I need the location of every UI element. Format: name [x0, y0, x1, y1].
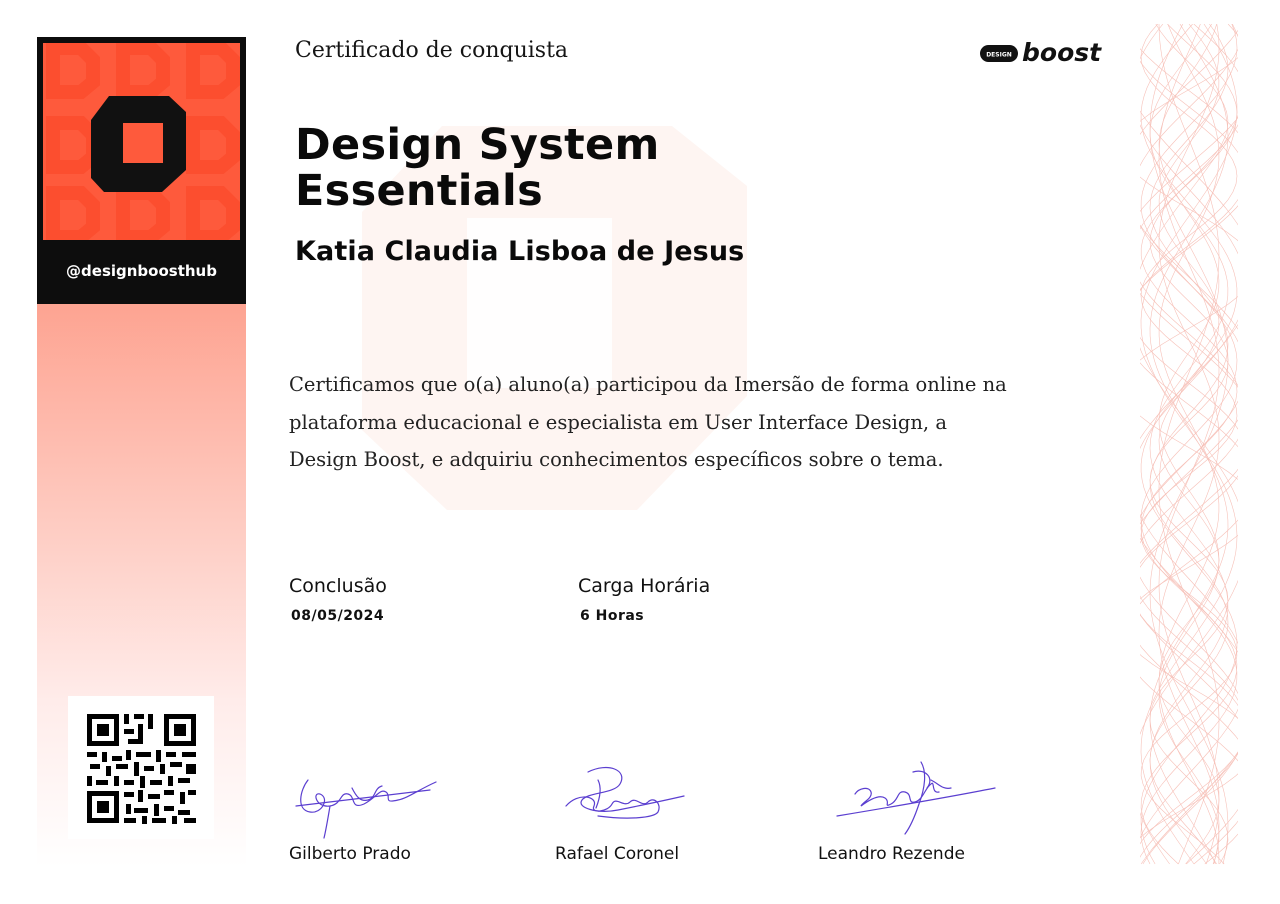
social-handle: @designboosthub	[66, 262, 217, 280]
guilloche-line	[1159, 24, 1219, 864]
signature-leandro-rezende	[835, 758, 1000, 836]
design-boost-logo	[980, 38, 1112, 68]
design-boost-logo-icon	[980, 38, 1112, 68]
signature-gilberto-prado	[290, 770, 440, 842]
guilloche-line	[1150, 24, 1228, 864]
statement-line: Design Boost, e adquiriu conhecimentos específicos sobre o tema.	[289, 448, 944, 471]
guilloche-line	[1159, 24, 1219, 864]
guilloche-line	[1159, 24, 1219, 864]
certificate-statement	[289, 366, 1089, 479]
conclusion-label: Conclusão	[289, 575, 387, 597]
badge-box	[37, 37, 246, 304]
course-title	[295, 122, 715, 214]
workload-value: 6 Horas	[580, 608, 645, 624]
student-name: Katia Claudia Lisboa de Jesus	[295, 236, 745, 267]
signer-name: Gilberto Prado	[289, 844, 411, 864]
course-title-line1: Design System	[295, 120, 660, 170]
design-boost-emblem-icon	[43, 43, 240, 240]
certificate-heading: Certificado de conquista	[295, 38, 569, 63]
workload-label: Carga Horária	[578, 575, 711, 597]
badge-artwork	[43, 43, 240, 240]
conclusion-date: 08/05/2024	[291, 608, 385, 624]
logo-small-text: DESIGN	[986, 51, 1012, 59]
signer-name: Rafael Coronel	[555, 844, 680, 864]
guilloche-line	[1150, 24, 1228, 864]
guilloche-line	[1159, 24, 1219, 864]
left-sidebar-panel	[37, 37, 246, 867]
statement-line: plataforma educacional e especialista em User Interface Design, a	[289, 410, 947, 434]
signature-rafael-coronel	[558, 762, 688, 824]
guilloche-line	[1150, 24, 1228, 864]
qr-code[interactable]	[68, 696, 214, 839]
guilloche-line	[1159, 24, 1219, 864]
guilloche-line	[1159, 24, 1219, 864]
decorative-guilloche-border	[1140, 24, 1238, 869]
qr-code-icon	[68, 696, 214, 839]
guilloche-line	[1150, 24, 1228, 864]
signer-name: Leandro Rezende	[818, 844, 965, 864]
logo-big-text: boost	[1022, 38, 1102, 67]
course-title-line2: Essentials	[295, 166, 543, 216]
statement-line: Certificamos que o(a) aluno(a) participou da Imersão de forma online na	[289, 373, 1007, 396]
guilloche-line	[1150, 24, 1228, 864]
